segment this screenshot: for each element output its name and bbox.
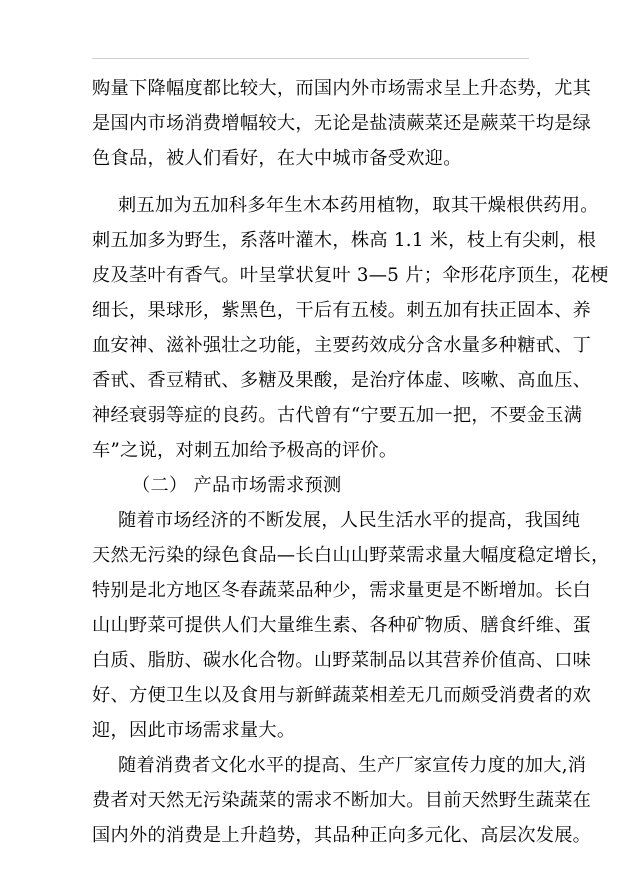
paragraph-line: 刺五加多为野生，系落叶灌木，株高 1.1 米，枝上有尖刺，根 (92, 230, 597, 251)
paragraph-line: 是国内市场消费增幅较大，无论是盐渍蕨菜还是蕨菜干均是绿 (92, 113, 592, 134)
paragraph-line: 皮及茎叶有香气。叶呈掌状复叶 3—5 片；伞形花序顶生，花梗 (92, 265, 609, 286)
paragraph-line: 费者对天然无污染蔬菜的需求不断加大。目前天然野生蔬菜在 (92, 790, 592, 811)
paragraph-line: 白质、脂肪、碳水化合物。山野菜制品以其营养价值高、口味 (92, 650, 592, 671)
paragraph-line: 国内外的消费是上升趋势，其品种正向多元化、高层次发展。 (92, 825, 592, 846)
paragraph-line: 车”之说，对刺五加给予极高的评价。 (92, 440, 398, 461)
paragraph-line: 血安神、滋补强壮之功能，主要药效成分含水量多种糖甙、丁 (92, 335, 592, 356)
header-divider (92, 58, 529, 59)
paragraph-line: 特别是北方地区冬春蔬菜品种少，需求量更是不断增加。长白 (92, 580, 592, 601)
paragraph-line: 神经衰弱等症的良药。古代曾有“宁要五加一把，不要金玉满 (92, 405, 583, 426)
paragraph-line: 随着消费者文化水平的提高、生产厂家宣传力度的加大,消 (118, 755, 587, 776)
paragraph-line: 香甙、香豆精甙、多糖及果酸，是治疗体虚、咳嗽、高血压、 (92, 370, 592, 391)
paragraph-line: 迎，因此市场需求量大。 (92, 720, 296, 741)
paragraph-line: 购量下降幅度都比较大，而国内外市场需求呈上升态势，尤其 (92, 78, 592, 99)
paragraph-line: 色食品，被人们看好，在大中城市备受欢迎。 (92, 148, 462, 169)
paragraph-line: 刺五加为五加科多年生木本药用植物，取其干燥根供药用。 (118, 195, 599, 216)
paragraph-line: 好、方便卫生以及食用与新鲜蔬菜相差无几而颇受消费者的欢 (92, 685, 592, 706)
section-heading: （二） 产品市场需求预测 (132, 475, 342, 496)
paragraph-line: 随着市场经济的不断发展，人民生活水平的提高，我国纯 (118, 510, 581, 531)
paragraph-line: 细长，果球形，紫黑色，干后有五棱。刺五加有扶正固本、养 (92, 300, 592, 321)
paragraph-line: 天然无污染的绿色食品—长白山山野菜需求量大幅度稳定增长， (92, 545, 610, 566)
paragraph-line: 山山野菜可提供人们大量维生素、各种矿物质、膳食纤维、蛋 (92, 615, 592, 636)
